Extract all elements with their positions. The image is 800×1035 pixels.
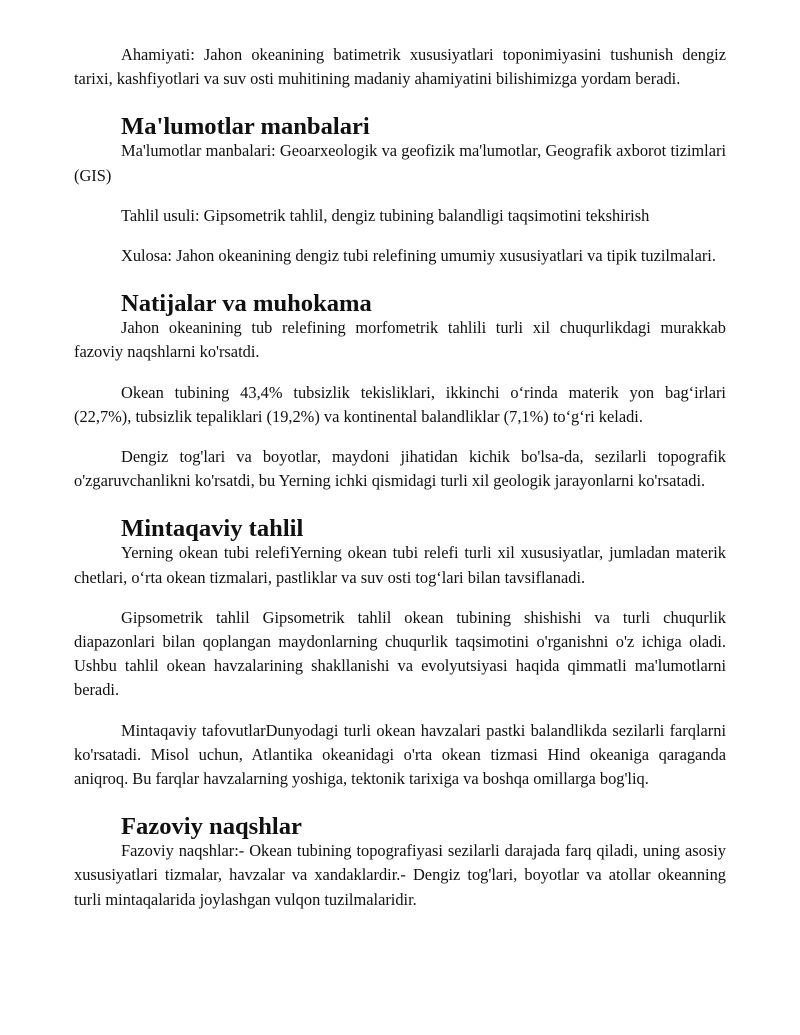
paragraph-mintaqaviy-tafovutlar: Mintaqaviy tafovutlarDunyodagi turli okean havzalari pastki balandlikda sezilarli farqlarni ko'rsatadi. Misol uchun, Atlantika okeanidagi o'rta okean tizmasi Hind okeaniga qaraganda aniqroq. Bu farqlar havzalarning yoshiga, tektonik tarixiga va boshqa omillarga bog'liq. — [74, 720, 726, 789]
paragraph-malumotlar-manbalari: Ma'lumotlar manbalari: Geoarxeologik va geofizik ma'lumotlar, Geografik axborot tizimlari (GIS) — [74, 141, 726, 185]
heading-fazoviy-naqshlar: Fazoviy naqshlar — [121, 813, 302, 841]
paragraph-gipsometrik-tahlil: Gipsometrik tahlil Gipsometrik tahlil okean tubining shishishi va turli chuqurlik diapazonlari bilan qoplangan maydonlarning chuqurlik taqsimotini o'rganishni o'z ichiga oladi. Ushbu tahlil okean havzalarining shakllanishi va evolyutsiyasi haqida qimmatli ma'lumotlarni beradi. — [74, 607, 726, 700]
paragraph-okean-tubi-relefi: Yerning okean tubi relefiYerning okean tubi relefi turli xil xususiyatlar, jumladan materik chetlari, o‘rta okean tizmalari, pastliklar va suv osti tog‘lari bilan tavsiflanadi. — [74, 543, 726, 587]
heading-mintaqaviy-tahlil: Mintaqaviy tahlil — [121, 515, 304, 543]
paragraph-fazoviy-naqshlar: Fazoviy naqshlar:- Okean tubining topografiyasi sezilarli darajada farq qiladi, uning asosiy xususiyatlari tizmalar, havzalar va xandaklardir.- Dengiz tog'lari, boyotlar va atollar okeanning turli mintaqalarida joylashgan vulqon tuzilmalaridir. — [74, 841, 726, 909]
heading-natijalar-va-muhokama: Natijalar va muhokama — [121, 290, 372, 318]
paragraph-okean-tubi-foizlar: Okean tubining 43,4% tubsizlik tekisliklari, ikkinchi o‘rinda materik yon bag‘irlari (22,7%), tubsizlik tepaliklari (19,2%) va kontinental balandliklar (7,1%) to‘g‘ri keladi. — [74, 382, 726, 426]
paragraph-morfometrik-tahlil: Jahon okeanining tub relefining morfometrik tahlili turli xil chuqurlikdagi murakkab fazoviy naqshlarni ko'rsatdi. — [74, 318, 726, 362]
paragraph-tahlil-usuli: Tahlil usuli: Gipsometrik tahlil, dengiz tubining balandligi taqsimotini tekshirish — [121, 205, 650, 225]
paragraph-dengiz-toglari: Dengiz tog'lari va boyotlar, maydoni jihatidan kichik bo'lsa-da, sezilarli topografik o'zgaruvchanlikni ko'rsatdi, bu Yerning ichki qismidagi turli xil geologik jarayonlarni ko'rsatadi. — [74, 447, 726, 491]
heading-malumotlar-manbalari: Ma'lumotlar manbalari — [121, 113, 370, 141]
paragraph-ahamiyati: Ahamiyati: Jahon okeanining batimetrik xususiyatlari toponimiyasini tushunish dengiz tarixi, kashfiyotlari va suv osti muhitining madaniy ahamiyatini bilishimizga yordam beradi. — [74, 45, 726, 89]
paragraph-xulosa: Xulosa: Jahon okeanining dengiz tubi relefining umumiy xususiyatlari va tipik tuzilmalari. — [121, 246, 716, 266]
